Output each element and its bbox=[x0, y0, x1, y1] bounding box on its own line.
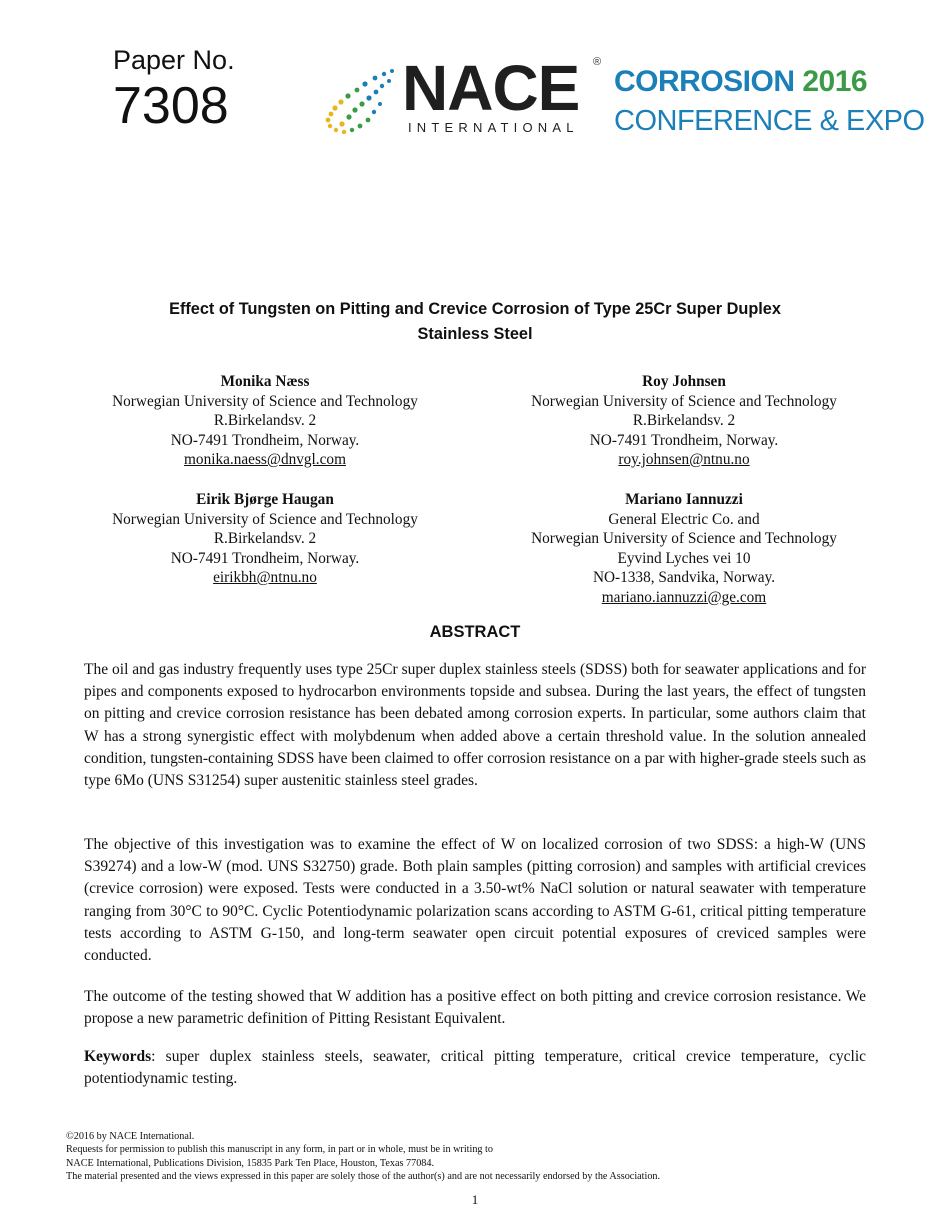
paper-number: 7308 bbox=[113, 77, 229, 135]
conference-title bbox=[614, 66, 867, 98]
author-affiliation: Norwegian University of Science and Technology bbox=[112, 510, 418, 528]
footer-line: NACE International, Publications Division, 15835 Park Ten Place, Houston, Texas 77084. bbox=[66, 1157, 435, 1169]
conference-name: CORROSION bbox=[614, 65, 795, 98]
abstract-paragraph: The outcome of the testing showed that W addition has a positive effect on both pitting and crevice corrosion resistance. We propose a new parametric definition of Pitting Resistant Equivalent. bbox=[84, 988, 866, 1028]
author-block bbox=[55, 372, 475, 470]
abstract-heading: ABSTRACT bbox=[429, 623, 521, 641]
author-affiliation-2: Norwegian University of Science and Technology bbox=[531, 530, 837, 547]
nace-subtitle: INTERNATIONAL bbox=[408, 120, 579, 135]
author-name: Mariano Iannuzzi bbox=[625, 491, 743, 508]
author-affiliation: Norwegian University of Science and Technology bbox=[531, 392, 837, 410]
author-block bbox=[55, 490, 475, 588]
paper-title-line1: Effect of Tungsten on Pitting and Crevice Corrosion of Type 25Cr Super Duplex bbox=[169, 300, 781, 318]
footer-line: ©2016 by NACE International. bbox=[66, 1131, 195, 1142]
author-address: R.Birkelandsv. 2 bbox=[213, 412, 317, 429]
copyright-footer bbox=[66, 1130, 886, 1184]
author-city: NO-7491 Trondheim, Norway. bbox=[589, 431, 779, 449]
author-city: NO-7491 Trondheim, Norway. bbox=[170, 549, 360, 567]
footer-line: Requests for permission to publish this manuscript in any form, in part or in whole, must be in writing to bbox=[66, 1144, 493, 1156]
author-block bbox=[474, 490, 894, 607]
author-name: Roy Johnsen bbox=[642, 373, 726, 390]
registered-mark: ® bbox=[593, 56, 602, 68]
author-city: NO-7491 Trondheim, Norway. bbox=[170, 431, 360, 449]
author-address: R.Birkelandsv. 2 bbox=[213, 530, 317, 547]
author-name: Eirik Bjørge Haugan bbox=[196, 491, 334, 508]
conference-year: 2016 bbox=[802, 65, 868, 98]
abstract-paragraph: The oil and gas industry frequently uses type 25Cr super duplex stainless steels (SDSS) both for seawater applications and for pipes and components exposed to hydrocarbon environments topside and subsea. During the last years, the effect of tungsten on pitting and crevice corrosion resistance has been debated among corrosion experts. In particular, some authors claim that W has a strong synergistic effect with molybdenum when added above a certain threshold value. In the solution annealed condition, tungsten-containing SDSS have been claimed to offer corrosion resistance on a par with higher-grade steels such as type 6Mo (UNS S31254) super austenitic stainless steel grades. bbox=[84, 661, 866, 790]
author-email-link[interactable]: roy.johnsen@ntnu.no bbox=[618, 451, 750, 468]
author-email-link[interactable]: monika.naess@dnvgl.com bbox=[184, 451, 346, 468]
footer-line: The material presented and the views expressed in this paper are solely those of the author(s) and are not necessarily endorsed by the Association. bbox=[66, 1171, 661, 1183]
paper-title-line2: Stainless Steel bbox=[417, 325, 533, 343]
author-city: NO-1338, Sandvika, Norway. bbox=[592, 569, 776, 586]
paper-label: Paper No. bbox=[113, 45, 235, 75]
nace-logo-icon bbox=[322, 62, 400, 138]
keywords-label: Keywords bbox=[84, 1048, 152, 1065]
author-affiliation: Norwegian University of Science and Technology bbox=[112, 392, 418, 410]
author-block bbox=[474, 372, 894, 470]
paper-title bbox=[80, 297, 870, 347]
author-email-link[interactable]: eirikbh@ntnu.no bbox=[213, 569, 317, 586]
author-name: Monika Næss bbox=[220, 373, 310, 390]
nace-wordmark: NACE bbox=[402, 52, 580, 124]
author-address: R.Birkelandsv. 2 bbox=[632, 412, 736, 429]
author-affiliation: General Electric Co. and bbox=[608, 510, 760, 528]
author-email-link[interactable]: mariano.iannuzzi@ge.com bbox=[601, 588, 767, 606]
conference-subtitle: CONFERENCE & EXPO bbox=[614, 105, 925, 137]
page-number: 1 bbox=[471, 1192, 479, 1207]
keywords-text: : super duplex stainless steels, seawater, critical pitting temperature, critical crevice temperature, cyclic potentiodynamic testing. bbox=[84, 1048, 866, 1088]
author-address: Eyvind Lyches vei 10 bbox=[617, 549, 751, 567]
keywords-paragraph bbox=[84, 1046, 866, 1090]
paper-number-block bbox=[113, 46, 235, 134]
abstract-paragraph: The objective of this investigation was to examine the effect of W on localized corrosion of two SDSS: a high-W (UNS S39274) and a low-W (mod. UNS S32750) grade. Both plain samples (pitting corrosion) and samples with artificial crevices (crevice corrosion) were exposed. Tests were conducted in a 3.50-wt% NaCl solution or natural seawater with temperature ranging from 30°C to 90°C. Cyclic Potentiodynamic polarization scans according to ASTM G-61, critical pitting temperature tests according to ASTM G-150, and long-term seawater open circuit potential exposures of creviced samples were conducted. bbox=[84, 836, 866, 965]
